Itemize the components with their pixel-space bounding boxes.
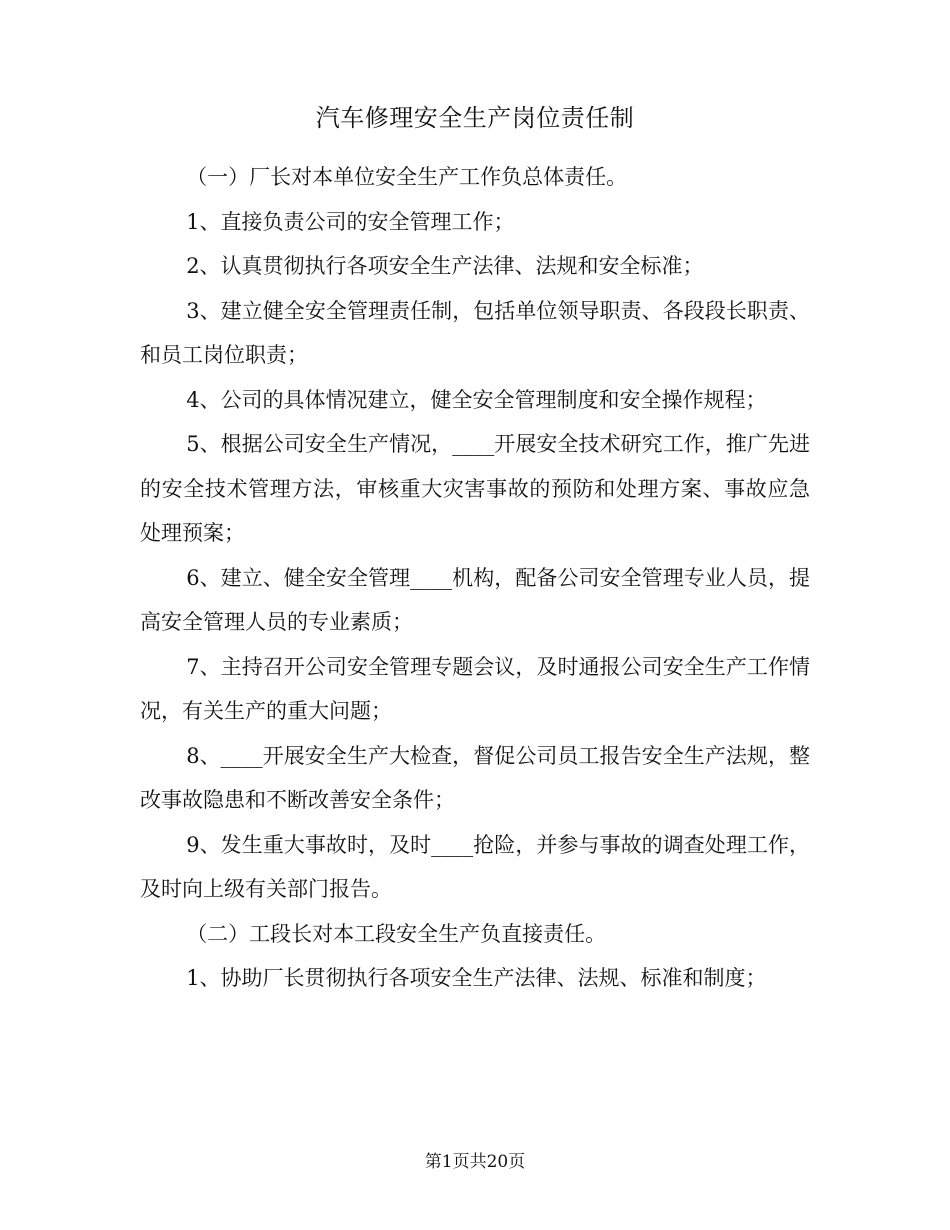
paragraph: 3、建立健全安全管理责任制，包括单位领导职责、各段段长职责、和员工岗位职责； (140, 298, 810, 367)
page-number-footer: 第1页共20页 (424, 1152, 526, 1172)
paragraph: 1、协助厂长贯彻执行各项安全生产法律、法规、标准和制度； (186, 966, 767, 990)
document-title: 汽车修理安全生产岗位责任制 (315, 104, 635, 132)
paragraph: 1、直接负责公司的安全管理工作； (186, 209, 515, 234)
section-heading: （一）厂长对本单位安全生产工作负总体责任。 (186, 165, 628, 189)
paragraph: 9、发生重大事故时，及时____抢险，并参与事故的调查处理工作，及时向上级有关部门报告。 (140, 832, 810, 901)
document-body (140, 155, 810, 1001)
paragraph: 4、公司的具体情况建立，健全安全管理制度和安全操作规程； (186, 387, 767, 412)
paragraph: 5、根据公司安全生产情况，____开展安全技术研究工作，推广先进的安全技术管理方法，审核重大灾害事故的预防和处理方案、事故应急处理预案； (140, 432, 810, 545)
paragraph: 2、认真贯彻执行各项安全生产法律、法规和安全标准； (186, 254, 704, 278)
paragraph: 7、主持召开公司安全管理专题会议，及时通报公司安全生产工作情况，有关生产的重大问题； (140, 654, 810, 723)
paragraph: 6、建立、健全安全管理____机构，配备公司安全管理专业人员，提高安全管理人员的专业素质； (140, 565, 810, 634)
section-heading: （二）工段长对本工段安全生产负直接责任。 (186, 921, 607, 946)
paragraph: 8、____开展安全生产大检查，督促公司员工报告安全生产法规，整改事故隐患和不断改善安全条件； (140, 743, 810, 812)
